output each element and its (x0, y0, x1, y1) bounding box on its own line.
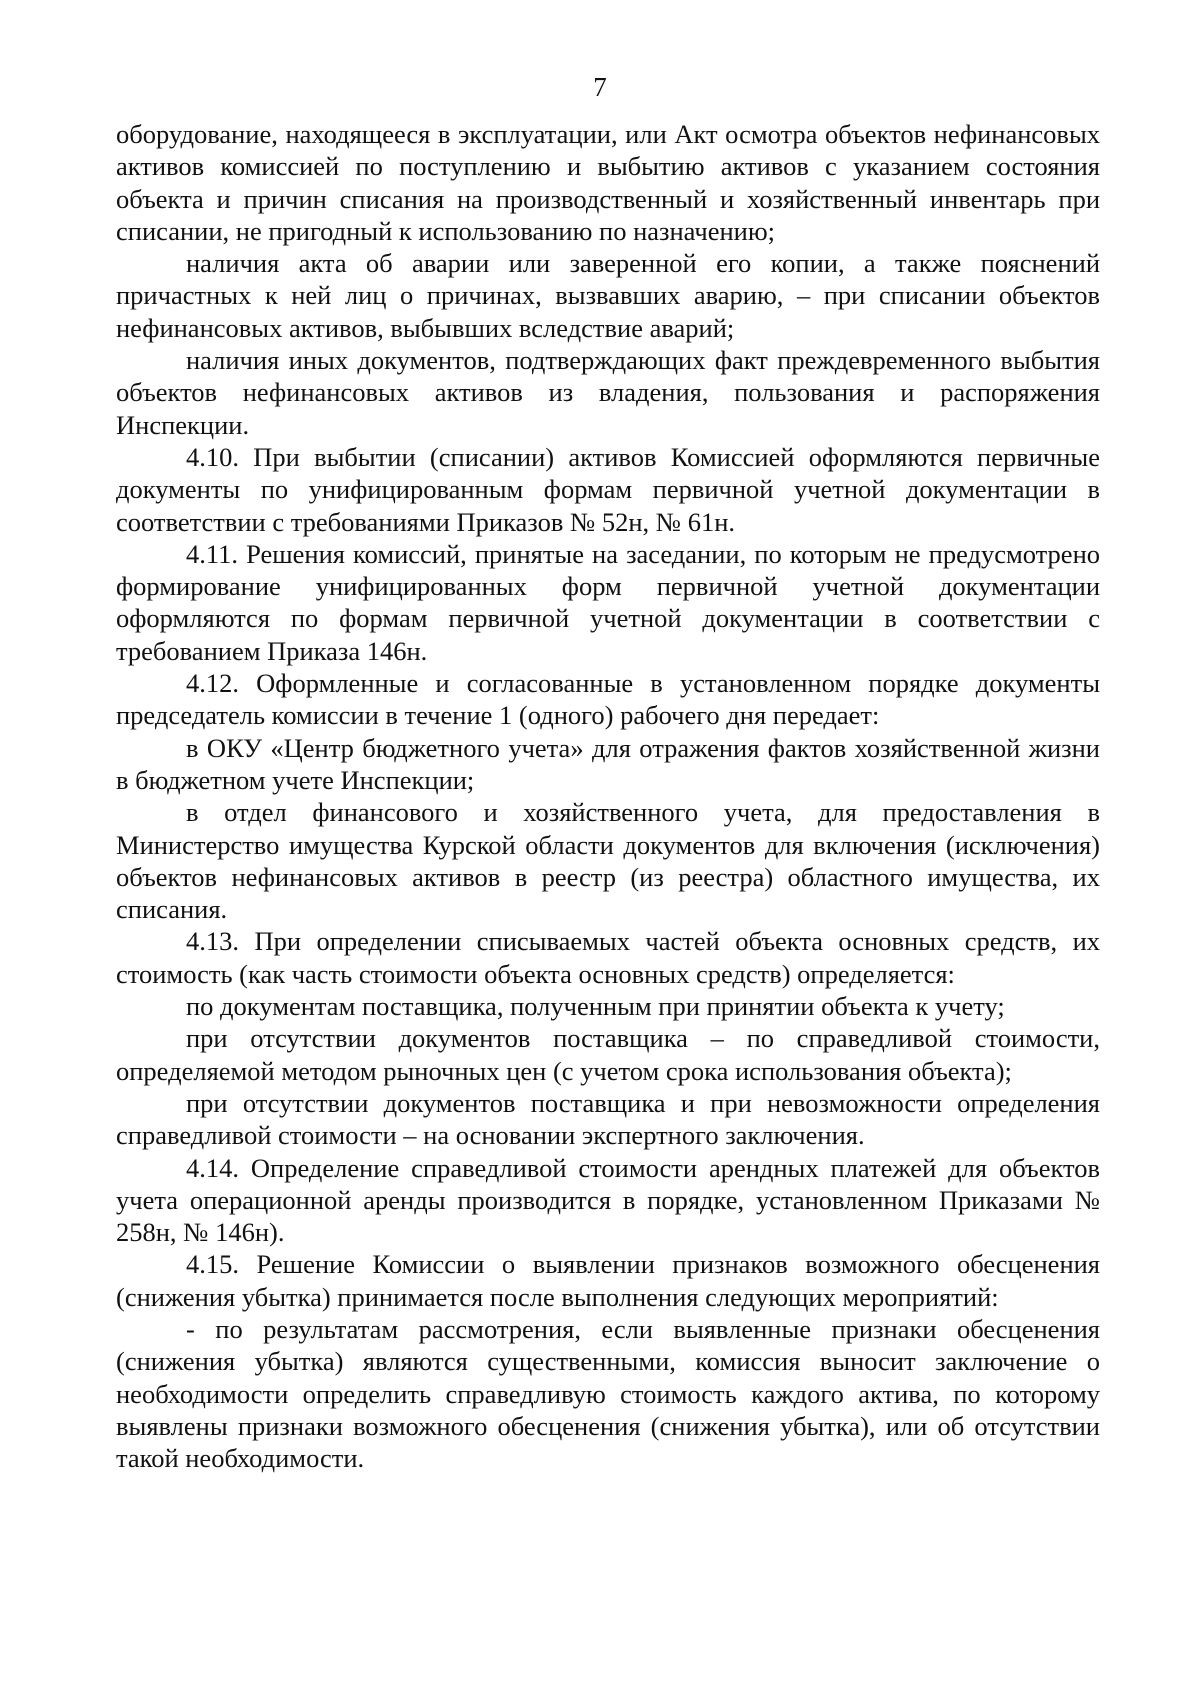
paragraph-oku-center: в ОКУ «Центр бюджетного учета» для отражения фактов хозяйственной жизни в бюджетном учете Инспекции; (116, 732, 1100, 795)
document-body (116, 118, 1100, 1474)
page-number: 7 (593, 72, 607, 102)
paragraph-4-12: 4.12. Оформленные и согласованные в установленном порядке документы председатель комиссии в течение 1 (одного) рабочего дня передает: (116, 668, 1100, 731)
paragraph-continuation: оборудование, находящееся в эксплуатации, или Акт осмотра объектов нефинансовых активов комиссией по поступлению и выбытию активов с указанием состояния объекта и причин списания на производственный и хозяйственный инвентарь при списании, не пригодный к использованию по назначению; (116, 119, 1100, 246)
paragraph-4-15: 4.15. Решение Комиссии о выявлении признаков возможного обесценения (снижения убытка) принимается после выполнения следующих мероприятий: (116, 1249, 1100, 1312)
paragraph-supplier-documents: по документам поставщика, полученным при принятии объекта к учету; (186, 991, 1005, 1022)
paragraph-finance-department: в отдел финансового и хозяйственного учета, для предоставления в Министерство имущества Курской области документов для включения (исключения) объектов нефинансовых активов в реестр (из реестра) областного имущества, их списания. (116, 797, 1100, 925)
paragraph-review-results: - по результатам рассмотрения, если выявленные признаки обесценения (снижения убытка) являются существенными, комиссия выносит заключение о необходимости определить справедливую стоимость каждого актива, по которому выявлены признаки возможного обесценения (снижения убытка), или об отсутствии такой необходимости. (116, 1313, 1100, 1474)
paragraph-4-14: 4.14. Определение справедливой стоимости арендных платежей для объектов учета операционной аренды производится в порядке, установленном Приказами № 258н, № 146н). (116, 1152, 1100, 1248)
paragraph-expert-conclusion: при отсутствии документов поставщика и при невозможности определения справедливой стоимости – на основании экспертного заключения. (116, 1087, 1100, 1151)
paragraph-4-13: 4.13. При определении списываемых частей объекта основных средств, их стоимость (как часть стоимости объекта основных средств) определяется: (116, 926, 1100, 989)
paragraph-accident-act: наличия акта об аварии или заверенной его копии, а также пояснений причастных к ней лиц о причинах, вызвавших аварию, – при списании объектов нефинансовых активов, выбывших вследствие аварий; (116, 248, 1100, 343)
paragraph-4-11: 4.11. Решения комиссий, принятые на заседании, по которым не предусмотрено формирование унифицированных форм первичной учетной документации оформляются по формам первичной учетной документации в соответствии с требованием Приказа 146н. (116, 538, 1100, 666)
paragraph-other-documents: наличия иных документов, подтверждающих факт преждевременного выбытия объектов нефинансовых активов из владения, пользования и распоряжения Инспекции. (116, 345, 1100, 440)
paragraph-fair-value: при отсутствии документов поставщика – по справедливой стоимости, определяемой методом рыночных цен (с учетом срока использования объекта); (116, 1023, 1100, 1086)
paragraph-4-10: 4.10. При выбытии (списании) активов Комиссией оформляются первичные документы по унифицированным формам первичной учетной документации в соответствии с требованиями Приказов № 52н, № 61н. (116, 441, 1100, 537)
